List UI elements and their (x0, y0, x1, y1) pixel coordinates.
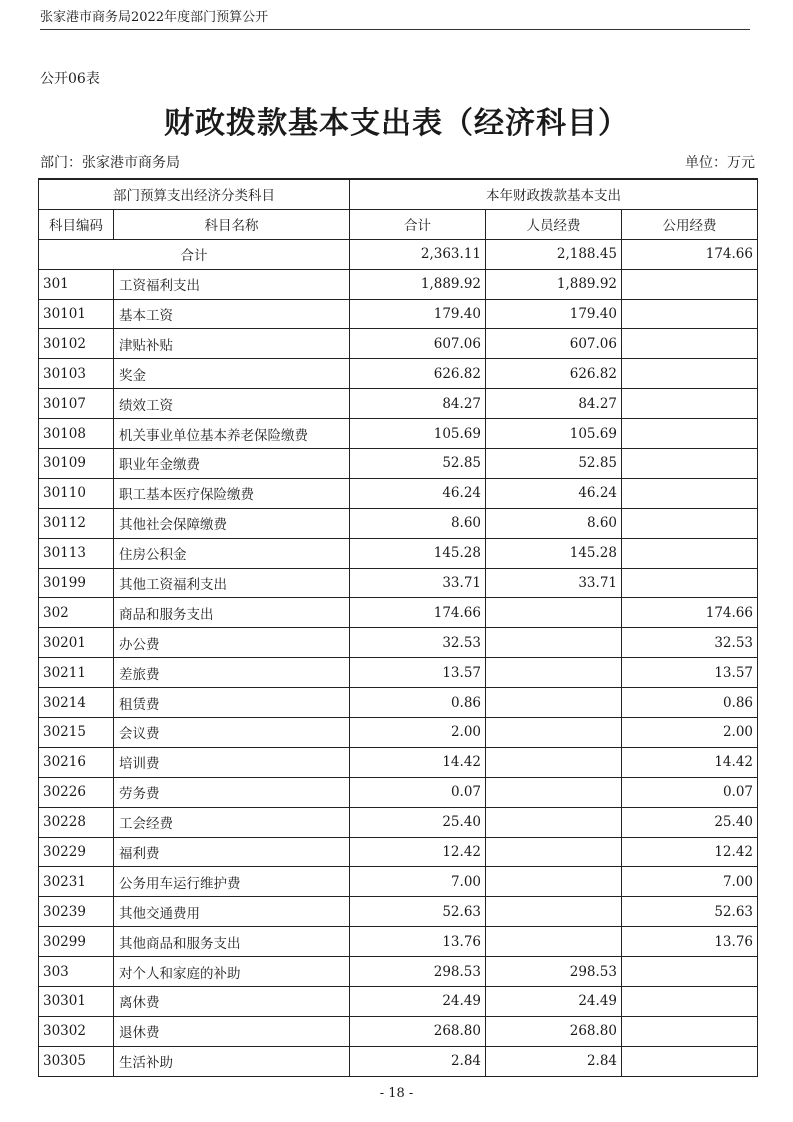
cell-public: 14.42 (622, 747, 758, 777)
cell-personnel (486, 628, 622, 658)
cell-code: 30199 (39, 568, 114, 598)
cell-code: 303 (39, 957, 114, 987)
cell-total: 13.57 (350, 658, 486, 688)
column-header-name: 科目名称 (114, 209, 350, 239)
cell-personnel: 2.84 (486, 1046, 622, 1076)
cell-personnel: 298.53 (486, 957, 622, 987)
table-row (39, 957, 758, 987)
cell-name: 其他交通费用 (114, 897, 350, 927)
cell-total: 33.71 (350, 568, 486, 598)
unit-label: 单位：万元 (685, 155, 755, 171)
table-row (39, 329, 758, 359)
table-row (39, 269, 758, 299)
cell-name: 津贴补贴 (114, 329, 350, 359)
cell-code: 30229 (39, 837, 114, 867)
cell-public: 0.07 (622, 777, 758, 807)
cell-name: 工会经费 (114, 807, 350, 837)
cell-public (622, 419, 758, 449)
cell-total: 8.60 (350, 508, 486, 538)
cell-code: 30302 (39, 1016, 114, 1046)
cell-code: 30231 (39, 867, 114, 897)
cell-code: 30201 (39, 628, 114, 658)
column-header-public: 公用经费 (622, 209, 758, 239)
budget-table (38, 178, 758, 1077)
cell-code: 30102 (39, 329, 114, 359)
cell-public: 2.00 (622, 718, 758, 748)
table-row (39, 897, 758, 927)
cell-public: 12.42 (622, 837, 758, 867)
cell-name: 基本工资 (114, 299, 350, 329)
cell-name: 租赁费 (114, 688, 350, 718)
cell-total: 268.80 (350, 1016, 486, 1046)
table-row (39, 987, 758, 1017)
table-row (39, 747, 758, 777)
table-row (39, 718, 758, 748)
cell-total: 24.49 (350, 987, 486, 1017)
cell-name: 劳务费 (114, 777, 350, 807)
cell-public (622, 478, 758, 508)
table-row (39, 807, 758, 837)
table-row (39, 628, 758, 658)
cell-name: 离休费 (114, 987, 350, 1017)
cell-code: 30109 (39, 449, 114, 479)
cell-personnel: 33.71 (486, 568, 622, 598)
cell-public: 13.76 (622, 927, 758, 957)
cell-personnel (486, 718, 622, 748)
cell-name: 住房公积金 (114, 538, 350, 568)
table-row (39, 927, 758, 957)
table-row (39, 508, 758, 538)
cell-total: 13.76 (350, 927, 486, 957)
cell-total: 84.27 (350, 389, 486, 419)
table-row (39, 837, 758, 867)
cell-public (622, 1016, 758, 1046)
table-row (39, 389, 758, 419)
cell-name: 机关事业单位基本养老保险缴费 (114, 419, 350, 449)
cell-personnel: 52.85 (486, 449, 622, 479)
table-row (39, 598, 758, 628)
cell-personnel (486, 747, 622, 777)
cell-total: 0.86 (350, 688, 486, 718)
cell-name: 绩效工资 (114, 389, 350, 419)
cell-public (622, 359, 758, 389)
cell-total: 52.85 (350, 449, 486, 479)
cell-personnel (486, 867, 622, 897)
cell-total: 52.63 (350, 897, 486, 927)
cell-public (622, 449, 758, 479)
cell-code: 30301 (39, 987, 114, 1017)
cell-total: 32.53 (350, 628, 486, 658)
cell-personnel (486, 598, 622, 628)
group-header-row (39, 179, 758, 209)
cell-name: 福利费 (114, 837, 350, 867)
cell-name: 对个人和家庭的补助 (114, 957, 350, 987)
table-row (39, 688, 758, 718)
cell-code: 30107 (39, 389, 114, 419)
table-row (39, 299, 758, 329)
cell-total: 174.66 (350, 598, 486, 628)
cell-personnel (486, 658, 622, 688)
cell-code: 30110 (39, 478, 114, 508)
total-row-personnel: 2,188.45 (486, 239, 622, 269)
cell-total: 105.69 (350, 419, 486, 449)
cell-code: 30228 (39, 807, 114, 837)
cell-code: 30101 (39, 299, 114, 329)
cell-name: 职业年金缴费 (114, 449, 350, 479)
cell-code: 30299 (39, 927, 114, 957)
table-row (39, 478, 758, 508)
cell-total: 2.84 (350, 1046, 486, 1076)
table-row (39, 1016, 758, 1046)
cell-personnel: 46.24 (486, 478, 622, 508)
total-row-public: 174.66 (622, 239, 758, 269)
table-row (39, 1046, 758, 1076)
cell-personnel (486, 897, 622, 927)
cell-personnel: 268.80 (486, 1016, 622, 1046)
cell-public: 7.00 (622, 867, 758, 897)
cell-public (622, 389, 758, 419)
cell-total: 145.28 (350, 538, 486, 568)
cell-public (622, 329, 758, 359)
table-row (39, 419, 758, 449)
cell-public: 52.63 (622, 897, 758, 927)
cell-total: 46.24 (350, 478, 486, 508)
cell-code: 30112 (39, 508, 114, 538)
cell-public (622, 957, 758, 987)
cell-personnel: 105.69 (486, 419, 622, 449)
cell-public (622, 568, 758, 598)
cell-code: 30214 (39, 688, 114, 718)
table-number: 公开06表 (40, 71, 100, 87)
cell-total: 2.00 (350, 718, 486, 748)
department-label: 部门：张家港市商务局 (40, 155, 180, 171)
cell-public: 174.66 (622, 598, 758, 628)
cell-public (622, 538, 758, 568)
column-header-personnel: 人员经费 (486, 209, 622, 239)
cell-code: 30113 (39, 538, 114, 568)
cell-name: 培训费 (114, 747, 350, 777)
cell-name: 其他工资福利支出 (114, 568, 350, 598)
cell-public (622, 1046, 758, 1076)
cell-personnel: 626.82 (486, 359, 622, 389)
cell-public (622, 508, 758, 538)
cell-total: 7.00 (350, 867, 486, 897)
cell-personnel: 179.40 (486, 299, 622, 329)
cell-name: 工资福利支出 (114, 269, 350, 299)
cell-name: 生活补助 (114, 1046, 350, 1076)
cell-name: 办公费 (114, 628, 350, 658)
cell-total: 1,889.92 (350, 269, 486, 299)
table-row (39, 568, 758, 598)
group-header-basic-expenditure: 本年财政拨款基本支出 (350, 179, 758, 209)
cell-personnel (486, 837, 622, 867)
cell-public: 25.40 (622, 807, 758, 837)
page-title: 财政拨款基本支出表（经济科目） (164, 106, 629, 141)
cell-personnel (486, 807, 622, 837)
cell-code: 30211 (39, 658, 114, 688)
cell-name: 商品和服务支出 (114, 598, 350, 628)
cell-name: 其他社会保障缴费 (114, 508, 350, 538)
cell-code: 30216 (39, 747, 114, 777)
group-header-classification: 部门预算支出经济分类科目 (39, 179, 350, 209)
table-row (39, 658, 758, 688)
cell-total: 607.06 (350, 329, 486, 359)
cell-public (622, 987, 758, 1017)
cell-personnel (486, 777, 622, 807)
cell-public (622, 299, 758, 329)
cell-total: 0.07 (350, 777, 486, 807)
cell-total: 626.82 (350, 359, 486, 389)
cell-personnel: 84.27 (486, 389, 622, 419)
cell-code: 30239 (39, 897, 114, 927)
cell-personnel: 145.28 (486, 538, 622, 568)
cell-personnel (486, 927, 622, 957)
column-header-row (39, 209, 758, 239)
table-row (39, 777, 758, 807)
cell-total: 14.42 (350, 747, 486, 777)
cell-name: 公务用车运行维护费 (114, 867, 350, 897)
cell-code: 30108 (39, 419, 114, 449)
cell-personnel: 1,889.92 (486, 269, 622, 299)
cell-code: 30103 (39, 359, 114, 389)
cell-public: 13.57 (622, 658, 758, 688)
cell-personnel: 24.49 (486, 987, 622, 1017)
cell-name: 会议费 (114, 718, 350, 748)
total-row-label: 合计 (39, 239, 350, 269)
cell-code: 30226 (39, 777, 114, 807)
cell-code: 30305 (39, 1046, 114, 1076)
cell-public: 32.53 (622, 628, 758, 658)
table-row (39, 449, 758, 479)
total-row-total: 2,363.11 (350, 239, 486, 269)
cell-name: 职工基本医疗保险缴费 (114, 478, 350, 508)
total-row (39, 239, 758, 269)
cell-total: 179.40 (350, 299, 486, 329)
cell-personnel: 607.06 (486, 329, 622, 359)
cell-total: 25.40 (350, 807, 486, 837)
cell-name: 差旅费 (114, 658, 350, 688)
running-header: 张家港市商务局2022年度部门预算公开 (40, 6, 750, 30)
table-row (39, 867, 758, 897)
cell-name: 奖金 (114, 359, 350, 389)
column-header-code: 科目编码 (39, 209, 114, 239)
cell-personnel (486, 688, 622, 718)
cell-name: 退休费 (114, 1016, 350, 1046)
column-header-total: 合计 (350, 209, 486, 239)
cell-code: 30215 (39, 718, 114, 748)
cell-personnel: 8.60 (486, 508, 622, 538)
cell-total: 298.53 (350, 957, 486, 987)
cell-name: 其他商品和服务支出 (114, 927, 350, 957)
cell-code: 301 (39, 269, 114, 299)
cell-public (622, 269, 758, 299)
cell-total: 12.42 (350, 837, 486, 867)
cell-code: 302 (39, 598, 114, 628)
table-row (39, 538, 758, 568)
page-number: - 18 - (379, 1086, 414, 1101)
table-row (39, 359, 758, 389)
cell-public: 0.86 (622, 688, 758, 718)
